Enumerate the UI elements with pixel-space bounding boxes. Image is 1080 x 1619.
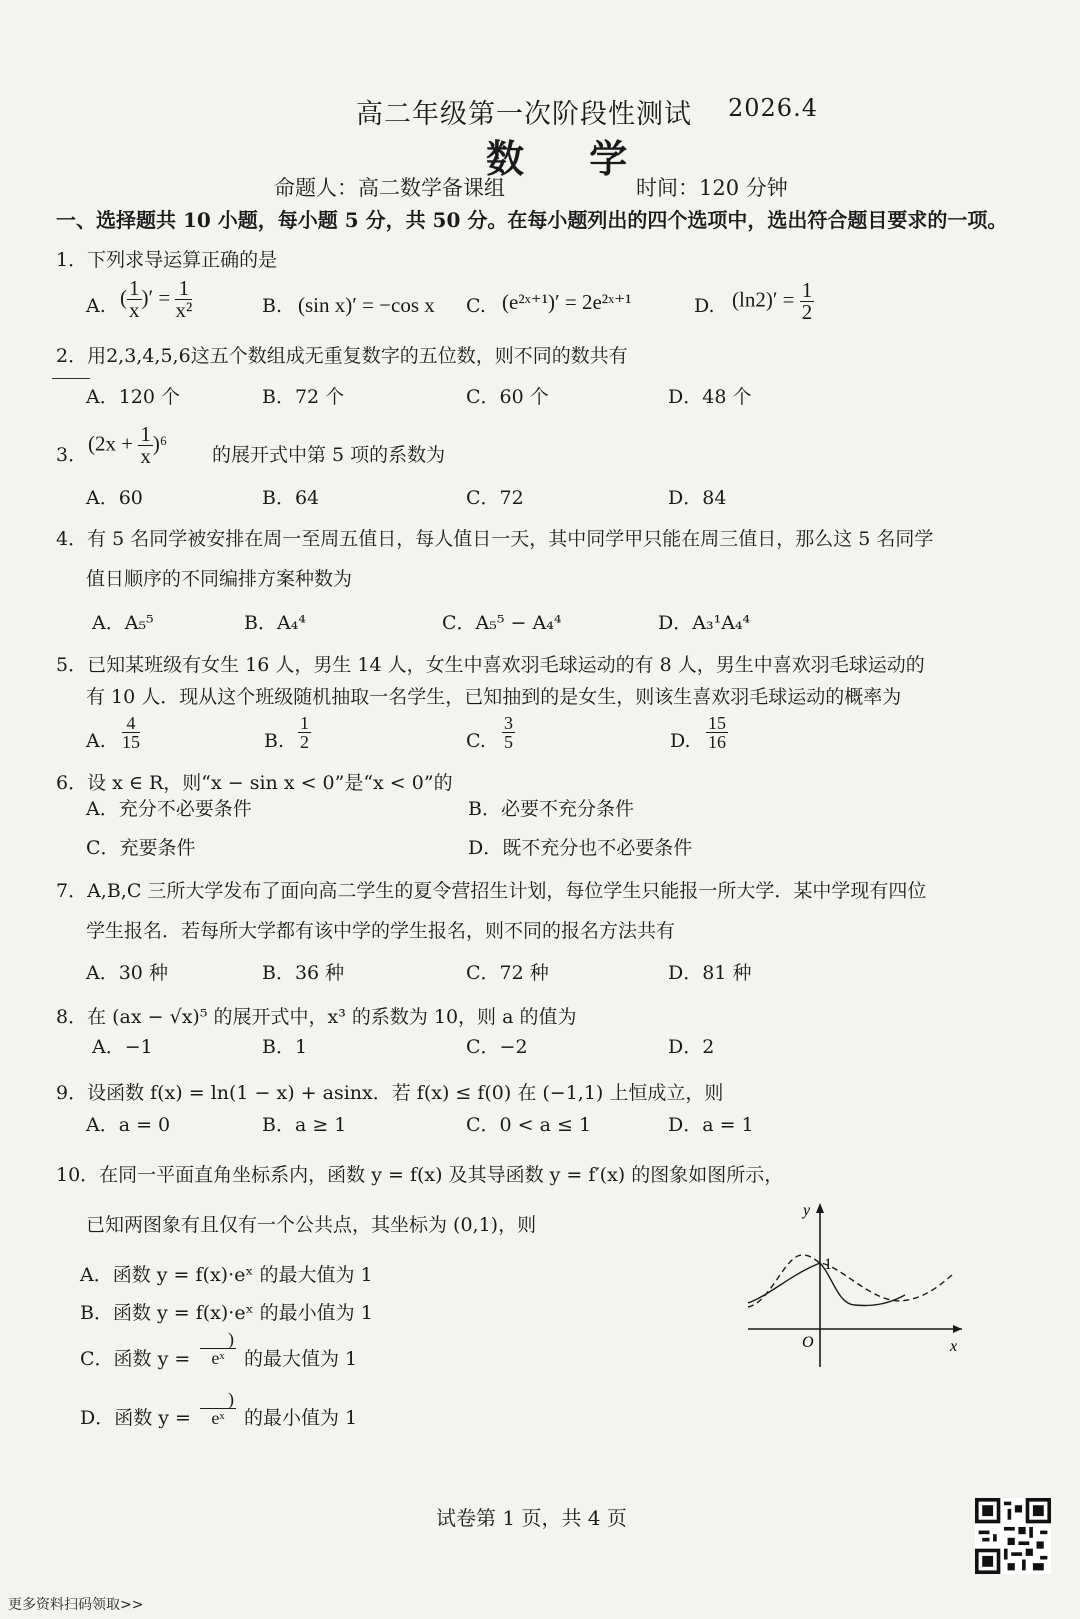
q9-option-a: A．a = 0 bbox=[86, 1114, 171, 1136]
q1d-num: 1 bbox=[801, 278, 813, 302]
q4-option-b: B．A₄⁴ bbox=[244, 612, 306, 634]
q1-option-a-label: A. bbox=[86, 295, 106, 317]
q9-stem: 9．设函数 f(x) = ln(1 − x) + asinx．若 f(x) ≤ f(0) 在 (−1,1) 上恒成立，则 bbox=[56, 1082, 724, 1104]
page-number: 试卷第 1 页，共 4 页 bbox=[436, 1506, 627, 1530]
q10-stem-line1: 10．在同一平面直角坐标系内，函数 y = f(x) 及其导函数 y = f′(x) 的图象如图所示， bbox=[56, 1164, 784, 1186]
q5a-den: 15 bbox=[122, 732, 140, 752]
q10-option-c-prefix: C．函数 y = bbox=[80, 1348, 191, 1370]
q10c-num: ) bbox=[200, 1330, 236, 1349]
q8-option-a: A．−1 bbox=[92, 1036, 153, 1058]
q5c-den: 5 bbox=[504, 732, 513, 752]
q10-option-d-suffix: 的最小值为 1 bbox=[244, 1407, 358, 1429]
q1a-num: 1 bbox=[129, 276, 140, 300]
q6-stem: 6．设 x ∈ R，则“x − sin x < 0”是“x < 0”的 bbox=[56, 772, 453, 794]
q7-stem-line2: 学生报名．若每所大学都有该中学的学生报名，则不同的报名方法共有 bbox=[86, 920, 676, 942]
qr-code-icon[interactable] bbox=[975, 1498, 1051, 1574]
q6-option-a: A．充分不必要条件 bbox=[86, 798, 252, 820]
q5-option-c-frac bbox=[502, 714, 515, 751]
q1d-den: 2 bbox=[801, 300, 813, 324]
q10-option-d-frac bbox=[200, 1390, 236, 1427]
subject-title: 数 学 bbox=[486, 136, 654, 181]
q6-option-c: C．充要条件 bbox=[86, 837, 196, 859]
q1-stem: 1．下列求导运算正确的是 bbox=[56, 249, 278, 271]
q3-option-c: C．72 bbox=[466, 487, 524, 509]
q10d-den: eˣ bbox=[211, 1408, 225, 1428]
q5-stem-line1: 5．已知某班级有女生 16 人，男生 14 人，女生中喜欢羽毛球运动的有 8 人，男生中喜欢羽毛球运动的 bbox=[56, 654, 925, 676]
q1-option-d-expr bbox=[732, 280, 814, 323]
q4-stem-line2: 值日顺序的不同编排方案种数为 bbox=[86, 568, 353, 590]
graph-y-label: y bbox=[803, 1202, 811, 1219]
q5-option-d-frac bbox=[706, 714, 728, 751]
q10-function-graph bbox=[740, 1195, 970, 1375]
q10d-num: ) bbox=[200, 1390, 236, 1409]
q5b-den: 2 bbox=[300, 732, 309, 752]
q3-exp: ⁶ bbox=[159, 431, 168, 456]
q3-close: ) bbox=[152, 431, 160, 456]
q4-stem-line1: 4．有 5 名同学被安排在周一至周五值日，每人值日一天，其中同学甲只能在周三值日，那么这 5 名同学 bbox=[56, 528, 934, 550]
q6-option-b: B．必要不充分条件 bbox=[468, 798, 634, 820]
q6-option-d: D．既不充分也不必要条件 bbox=[468, 837, 693, 859]
section-heading: 一、选择题共 10 小题，每小题 5 分，共 50 分。在每小题列出的四个选项中，选出符合题目要求的一项。 bbox=[56, 208, 1008, 232]
graph-one-label: 1 bbox=[824, 1256, 832, 1273]
q5-option-c-label: C. bbox=[466, 730, 486, 752]
q10-option-b: B．函数 y = f(x)·eˣ 的最小值为 1 bbox=[80, 1302, 373, 1324]
q7-option-d: D．81 种 bbox=[668, 962, 752, 984]
q1-option-c-expr: (e²ˣ⁺¹)′ = 2e²ˣ⁺¹ bbox=[502, 290, 632, 314]
q2-option-b: B．72 个 bbox=[262, 386, 345, 408]
q1d-lhs: (ln2)′ = bbox=[732, 287, 795, 312]
exam-author: 命题人：高二数学备课组 bbox=[274, 176, 505, 200]
exam-time: 时间：120 分钟 bbox=[636, 176, 788, 200]
q5b-num: 1 bbox=[300, 713, 309, 733]
x-axis-arrow bbox=[953, 1325, 962, 1333]
q5c-num: 3 bbox=[504, 713, 513, 733]
q9-option-b: B．a ≥ 1 bbox=[262, 1114, 347, 1136]
q1a-rhs-den: x² bbox=[175, 298, 193, 322]
q7-option-b: B．36 种 bbox=[262, 962, 345, 984]
q3-num: 1 bbox=[140, 422, 151, 446]
q7-option-c: C．72 种 bbox=[466, 962, 549, 984]
q1-option-c-label: C. bbox=[466, 295, 486, 317]
q7-stem-line1: 7．A,B,C 三所大学发布了面向高二学生的夏令营招生计划，每位学生只能报一所大学．某中学现有四位 bbox=[56, 880, 927, 902]
q10-option-c-frac bbox=[200, 1330, 236, 1367]
q8-option-b: B．1 bbox=[262, 1036, 308, 1058]
exam-date: 2026.4 bbox=[728, 94, 818, 122]
q9-option-c: C．0 < a ≤ 1 bbox=[466, 1114, 592, 1136]
q10-option-a: A．函数 y = f(x)·eˣ 的最大值为 1 bbox=[80, 1264, 373, 1286]
q5-option-a-label: A. bbox=[86, 730, 106, 752]
q10-option-c-suffix: 的最大值为 1 bbox=[244, 1348, 358, 1370]
q5-option-b-frac bbox=[298, 714, 311, 751]
q4-option-c: C．A₅⁵ − A₄⁴ bbox=[442, 612, 562, 634]
q5-option-d-label: D. bbox=[670, 730, 691, 752]
q10-stem-line2: 已知两图象有且仅有一个公共点，其坐标为 (0,1)，则 bbox=[86, 1214, 537, 1236]
q1-option-a-expr: ( $\frac{1}{x}$ )′ = $\frac{1}{\text{x²}}$ bbox=[120, 276, 193, 322]
q3-option-d: D．84 bbox=[668, 487, 727, 509]
q2-option-a: A．120 个 bbox=[86, 386, 181, 408]
stray-line bbox=[52, 378, 90, 379]
q1-option-b-expr: (sin x)′ = −cos x bbox=[298, 293, 435, 317]
q4-option-a: A．A₅⁵ bbox=[92, 612, 154, 634]
q8-stem: 8．在 (ax − √x)⁵ 的展开式中，x³ 的系数为 10，则 a 的值为 bbox=[56, 1006, 577, 1028]
f-curve-dashed bbox=[748, 1255, 952, 1307]
q1-option-d-label: D. bbox=[694, 295, 715, 317]
exam-title: 高二年级第一次阶段性测试 bbox=[356, 99, 692, 130]
q9-option-d: D．a = 1 bbox=[668, 1114, 754, 1136]
more-resources-link[interactable]: 更多资料扫码领取>> bbox=[8, 1597, 144, 1613]
q2-option-d: D．48 个 bbox=[668, 386, 752, 408]
q3-base: (2x + bbox=[88, 431, 134, 456]
q10-option-d-prefix: D．函数 y = bbox=[80, 1407, 191, 1429]
q5a-num: 4 bbox=[122, 714, 140, 733]
q2-stem: 2．用2,3,4,5,6这五个数组成无重复数字的五位数，则不同的数共有 bbox=[56, 345, 628, 367]
q5-stem-line2: 有 10 人．现从这个班级随机抽取一名学生，已知抽到的是女生，则该生喜欢羽毛球运动的概率为 bbox=[86, 686, 902, 708]
q5d-den: 16 bbox=[708, 732, 726, 752]
y-axis-arrow bbox=[816, 1203, 824, 1213]
q3-option-a: A．60 bbox=[86, 487, 143, 509]
q8-option-c: C．−2 bbox=[466, 1036, 528, 1058]
q1a-rhs-num: 1 bbox=[175, 278, 192, 300]
graph-origin-label: O bbox=[802, 1334, 814, 1351]
q8-option-d: D．2 bbox=[668, 1036, 715, 1058]
q2-option-c: C．60 个 bbox=[466, 386, 549, 408]
q7-option-a: A．30 种 bbox=[86, 962, 168, 984]
q3-den: x bbox=[140, 444, 151, 468]
q4-option-d: D．A₃¹A₄⁴ bbox=[658, 612, 751, 634]
q1-option-b-label: B. bbox=[262, 295, 283, 317]
q3-stem-prefix: 3． bbox=[56, 444, 88, 466]
graph-x-label: x bbox=[950, 1338, 958, 1355]
q3-option-b: B．64 bbox=[262, 487, 320, 509]
q1a-den: x bbox=[129, 298, 140, 322]
q3-stem-suffix: 的展开式中第 5 项的系数为 bbox=[212, 444, 446, 466]
q3-expr bbox=[88, 424, 167, 467]
q5-option-a-frac bbox=[122, 714, 140, 751]
q10c-den: eˣ bbox=[211, 1348, 225, 1368]
q5-option-b-label: B. bbox=[264, 730, 285, 752]
q5d-num: 15 bbox=[708, 713, 726, 733]
